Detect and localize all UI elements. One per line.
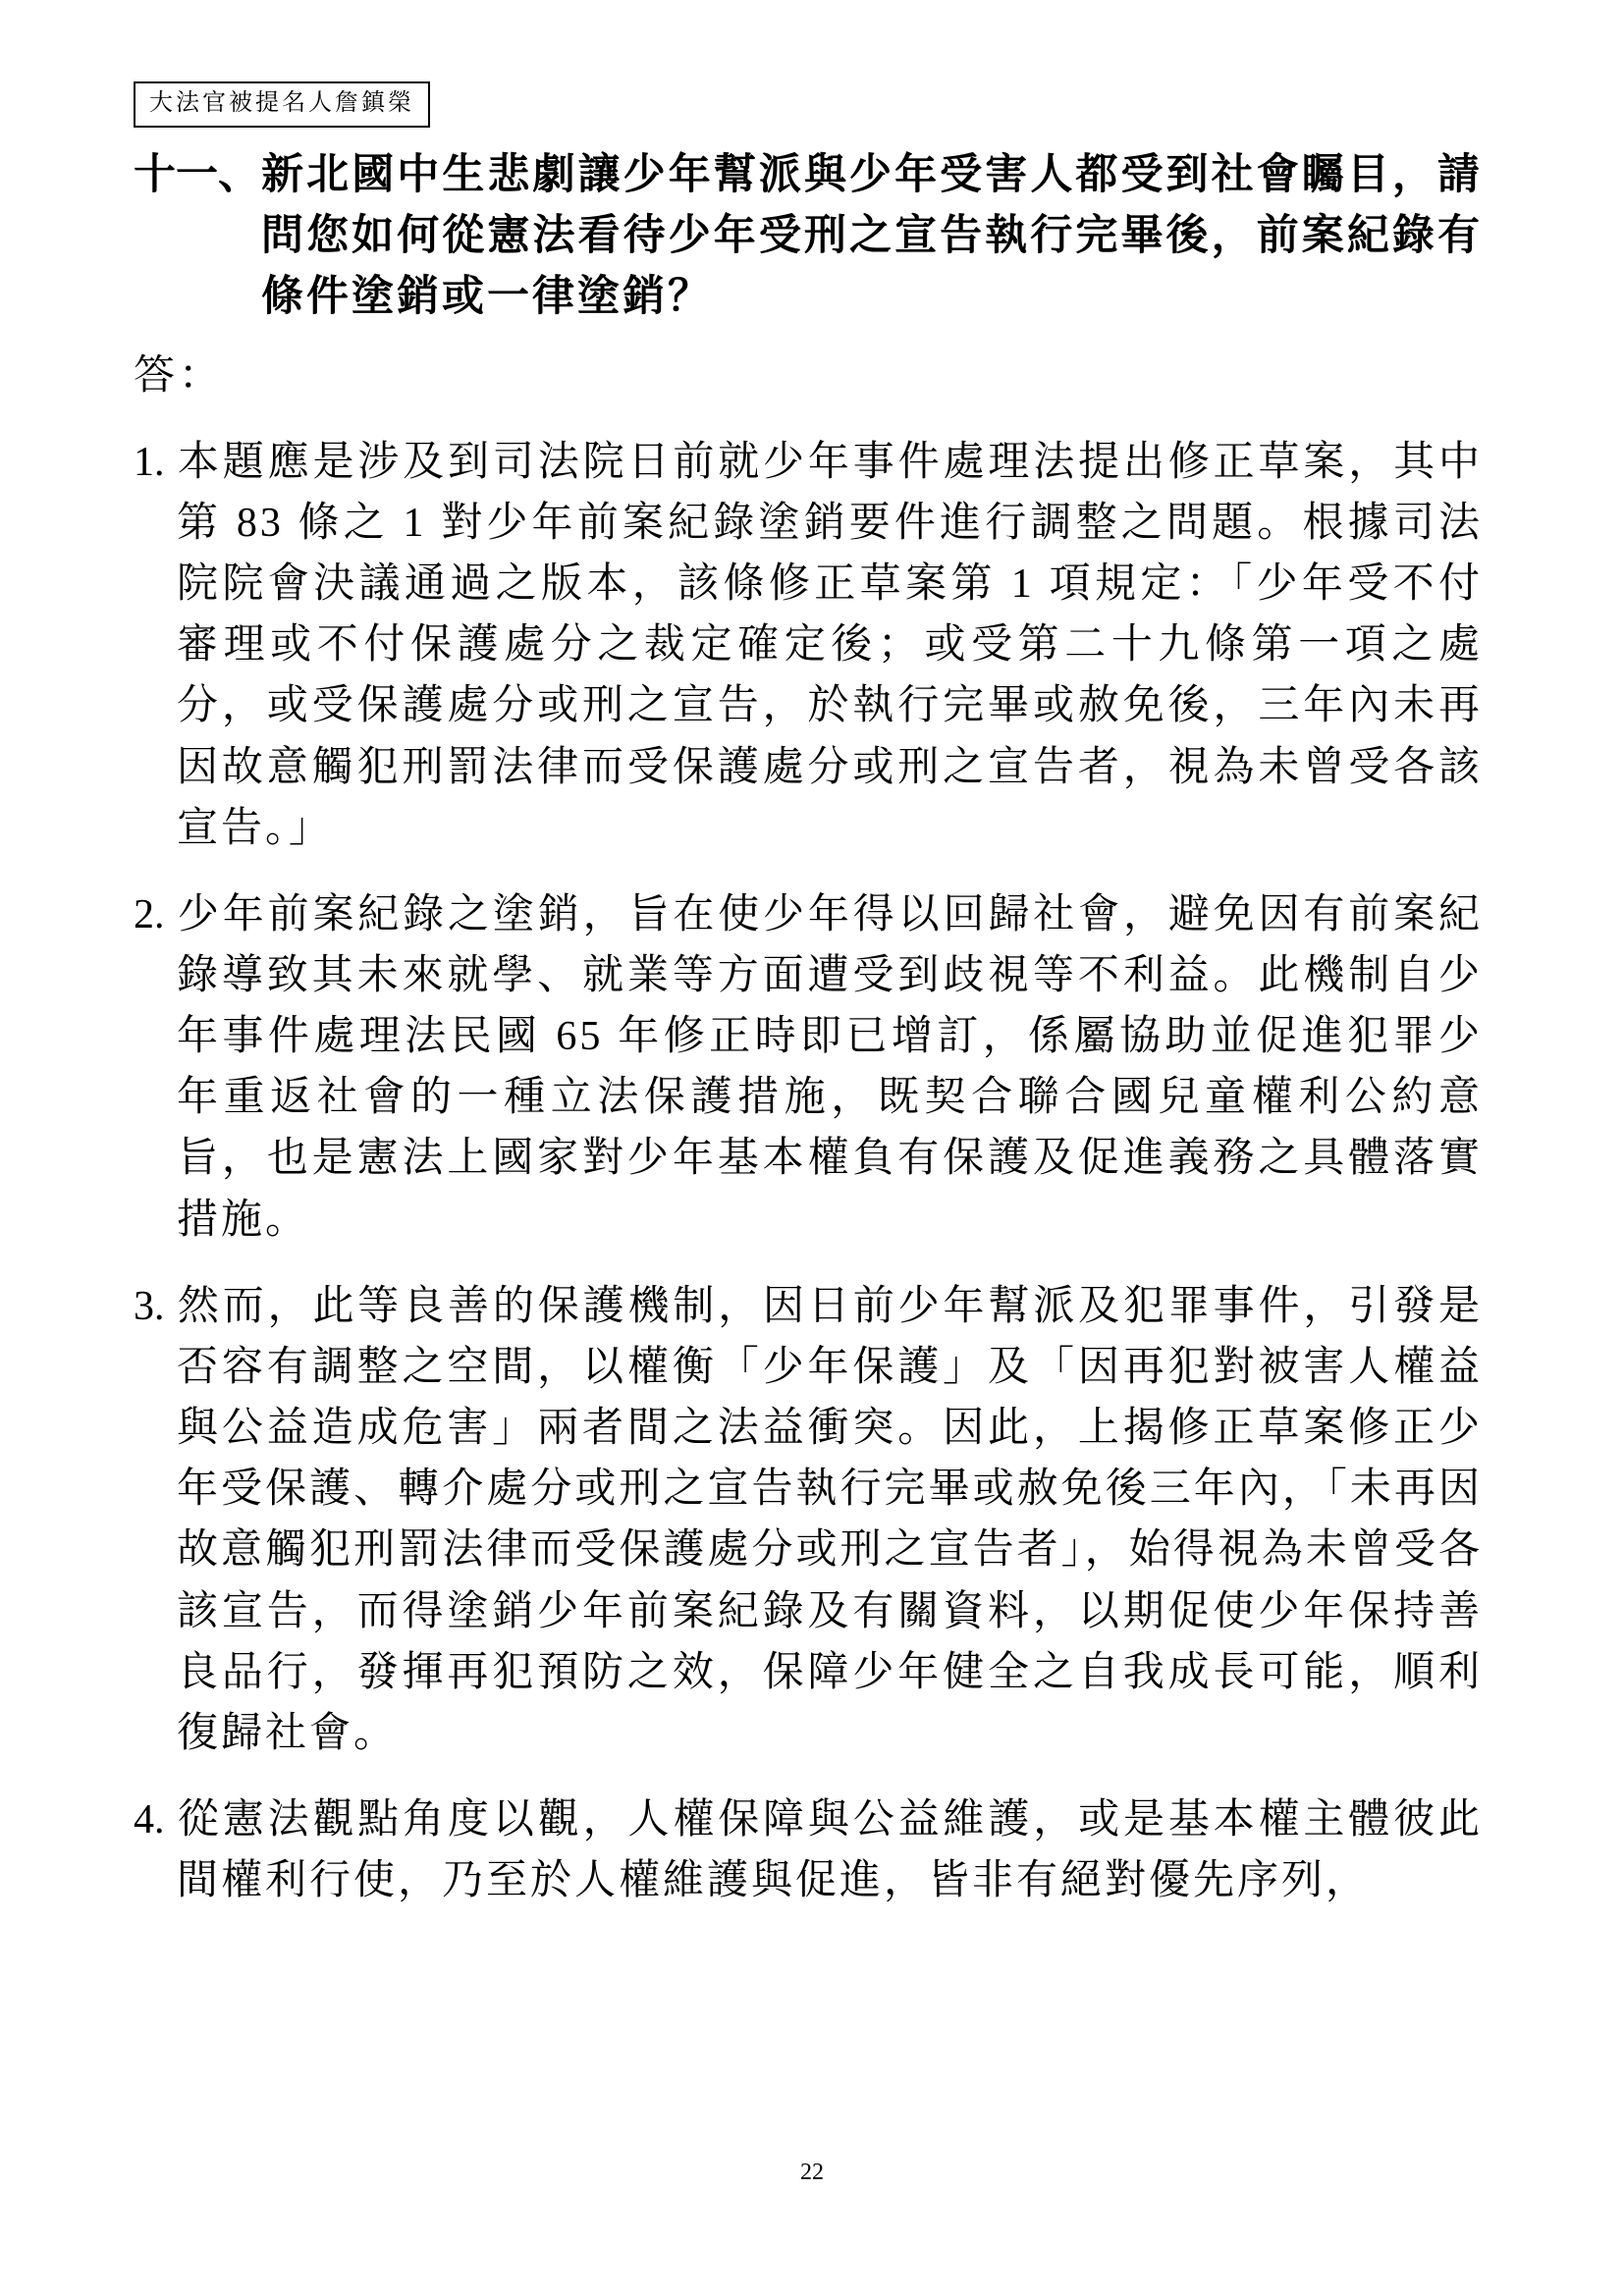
answer-label: 答： — [134, 352, 225, 399]
paragraph-text: 從憲法觀點角度以觀，人權保障與公益維護，或是基本權主體彼此間權利行使，乃至於人權維護與促進，皆非有絕對優先序列， — [177, 1797, 1483, 1904]
question-text: 新北國中生悲劇讓少年幫派與少年受害人都受到社會矚目，請問您如何從憲法看待少年受刑之宣告執行完畢後，前案紀錄有條件塗銷或一律塗銷？ — [261, 151, 1483, 321]
paragraph-number: 2. — [134, 891, 165, 937]
nominee-header-label: 大法官被提名人詹鎮榮 — [149, 90, 414, 116]
paragraph-number: 1. — [134, 439, 165, 485]
answer-paragraph-3 — [134, 1276, 1483, 1764]
paragraph-number: 4. — [134, 1797, 165, 1842]
answer-paragraph-2 — [134, 884, 1483, 1251]
paragraph-text: 然而，此等良善的保護機制，因日前少年幫派及犯罪事件，引發是否容有調整之空間，以權衡「少年保護」及「因再犯對被害人權益與公益造成危害」兩者間之法益衝突。因此，上揭修正草案修正少年受保護、轉介處分或刑之宣告執行完畢或赦免後三年內，「未再因故意觸犯刑罰法律而受保護處分或刑之宣告者」，始得視為未曾受各該宣告，而得塗銷少年前案紀錄及有關資料，以期促使少年保持善良品行，發揮再犯預防之效，保障少年健全之自我成長可能，順利復歸社會。 — [177, 1283, 1483, 1756]
page-number: 22 — [800, 2160, 824, 2185]
paragraph-number: 3. — [134, 1283, 165, 1329]
question-heading — [134, 145, 1483, 329]
question-number: 十一、 — [134, 151, 260, 198]
paragraph-text: 本題應是涉及到司法院日前就少年事件處理法提出修正草案，其中第 83 條之 1 對少年前案紀錄塗銷要件進行調整之問題。根據司法院院會決議通過之版本，該條修正草案第 1 項規定：「少年受不付審理或不付保護處分之裁定確定後；或受第二十九條第一項之處分，或受保護處分或刑之宣告，於執行完畢或赦免後，三年內未再因故意觸犯刑罰法律而受保護處分或刑之宣告者，視為未曾受各該宣告。」 — [177, 439, 1483, 851]
nominee-header-box — [134, 81, 430, 128]
paragraph-text: 少年前案紀錄之塗銷，旨在使少年得以回歸社會，避免因有前案紀錄導致其未來就學、就業等方面遭受到歧視等不利益。此機制自少年事件處理法民國 65 年修正時即已增訂，係屬協助並促進犯罪少年重返社會的一種立法保護措施，既契合聯合國兒童權利公約意旨，也是憲法上國家對少年基本權負有保護及促進義務之具體落實措施。 — [177, 891, 1483, 1243]
answer-paragraph-4 — [134, 1789, 1483, 1911]
answer-paragraph-1 — [134, 432, 1483, 859]
